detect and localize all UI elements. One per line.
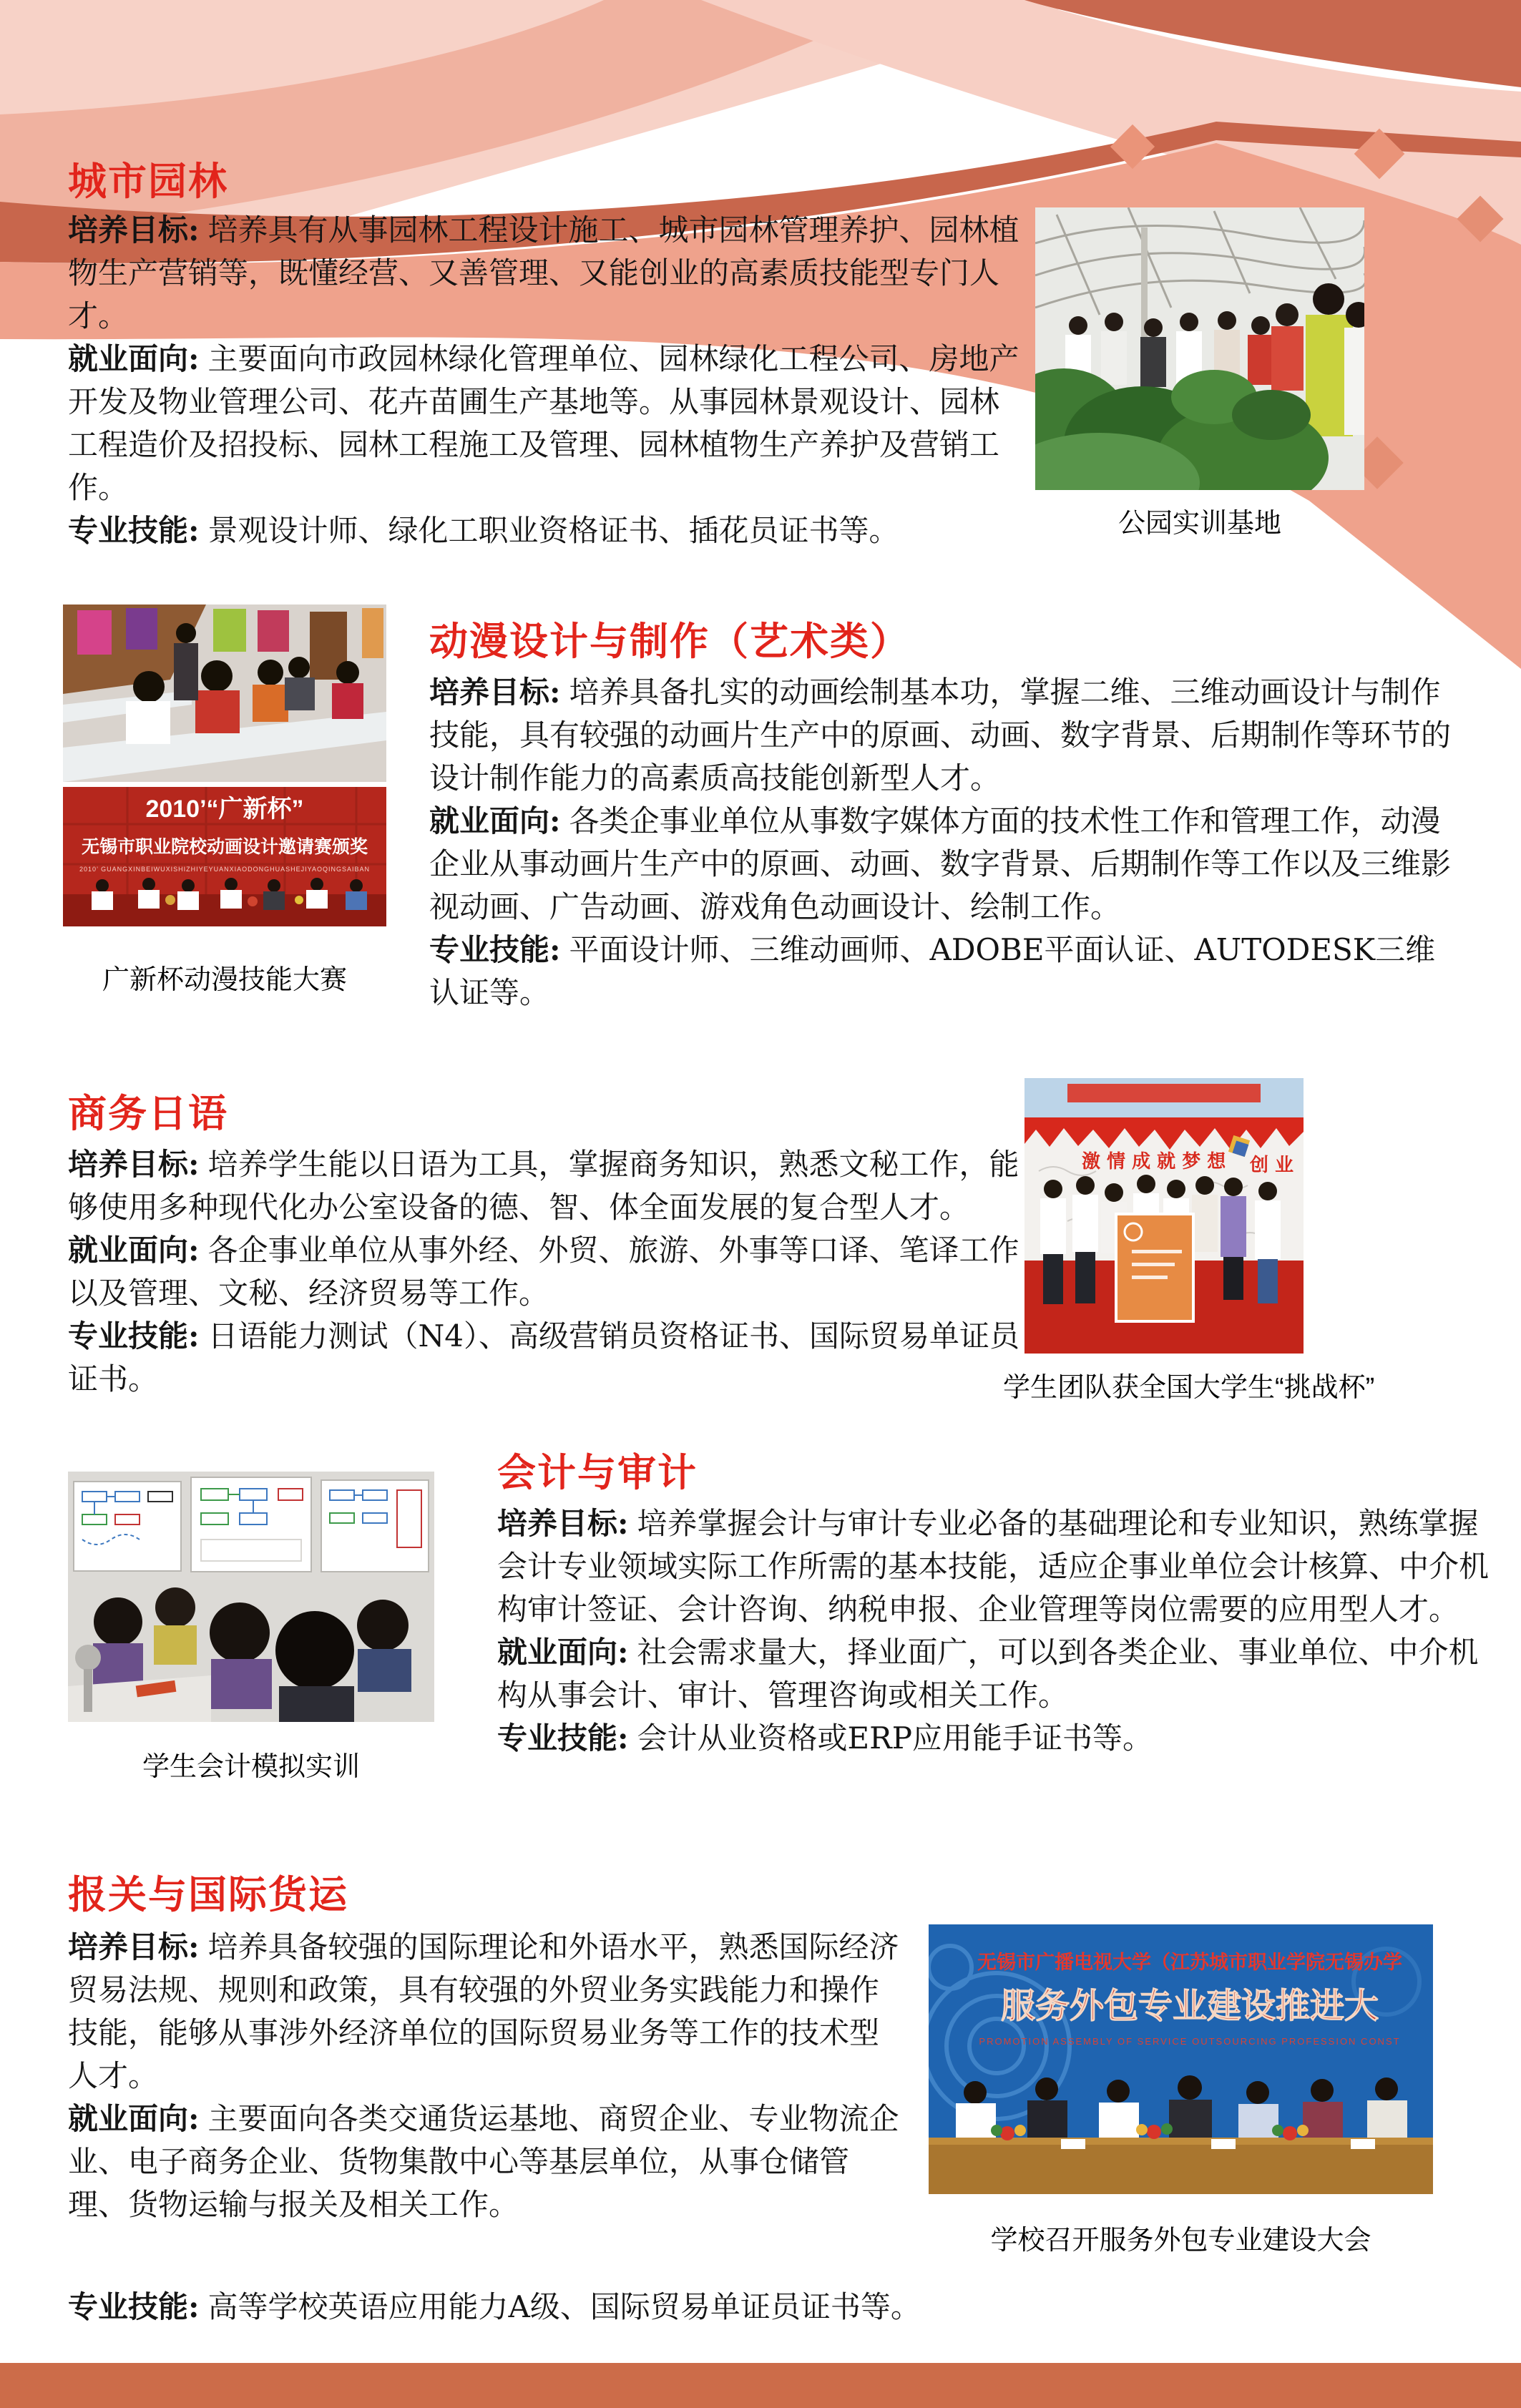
section-title-business-japanese: 商务日语	[68, 1092, 228, 1135]
section-title-customs-freight: 报关与国际货运	[68, 1874, 348, 1917]
banner-subtitle-text: 无锡市职业院校动画设计邀请赛颁奖	[81, 837, 368, 857]
paragraph-text: 日语能力测试（N4）、高级营销员资格证书、国际贸易单证员证书。	[68, 1318, 1019, 1396]
name-card	[1211, 2139, 1236, 2149]
photo-caption-accounting: 学生会计模拟实训	[142, 1752, 360, 1782]
photo-outsourcing-conference	[929, 1924, 1433, 2194]
poster	[321, 1480, 429, 1572]
paragraph-skills	[68, 509, 1025, 552]
photo-contest-award-banner	[63, 787, 386, 926]
metal-stand	[75, 1645, 101, 1670]
paragraph-employment	[68, 338, 1025, 509]
paragraph-skills	[68, 2286, 1141, 2329]
flower	[295, 896, 303, 904]
photo-greenhouse-training-base	[1035, 207, 1364, 490]
photo-animation-classroom	[63, 605, 386, 782]
paragraph-text: 主要面向市政园林绿化管理单位、园林绿化工程公司、房地产开发及物业管理公司、花卉苗圃生产基地等。从事园林景观设计、园林工程造价及招投标、园林工程施工及管理、园林植物生产养护及营销工作。	[68, 341, 1019, 505]
challenge-cup-photo-illustration	[1024, 1078, 1304, 1354]
paragraph-skills	[429, 929, 1463, 1014]
flower	[165, 895, 175, 905]
wall-slogan-left: 激 情 成 就 梦 想	[1082, 1151, 1226, 1173]
paragraph-employment	[429, 800, 1463, 929]
paragraph-label: 就业面向:	[68, 2101, 200, 2136]
section-body-urban-landscape	[68, 209, 1025, 552]
banner-pinyin-text: 2010’ GUANGXINBEIWUXISHIZHIYEYUANXIAODONGHUASHEJIYAOQINGSAIBAN	[79, 866, 371, 873]
member	[1040, 1180, 1066, 1304]
paragraph-label: 专业技能:	[68, 1318, 200, 1354]
paragraph-text: 社会需求量大，择业面广，可以到各类企业、事业单位、中介机构从事会计、审计、管理咨询或相关工作。	[497, 1635, 1479, 1713]
award-banner-illustration	[63, 787, 386, 926]
paragraph-training-goal	[497, 1502, 1499, 1631]
paragraph-training-goal	[68, 1926, 901, 2098]
student	[332, 661, 363, 719]
distant-banner	[1067, 1084, 1261, 1102]
section-body-business-japanese	[68, 1143, 1034, 1401]
person	[1101, 313, 1127, 385]
conference-banner-line3: PROMOTION ASSEMBLY OF SERVICE OUTSOURCING PROFESSION CONST	[979, 2036, 1401, 2047]
paragraph-text: 培养具有从事园林工程设计施工、城市园林管理养护、园林植物生产营销等，既懂经营、又善管理、又能创业的高素质技能型专门人才。	[68, 212, 1019, 333]
metal-stand-pole	[84, 1669, 92, 1712]
wall-slogan-right: 创 业	[1250, 1155, 1294, 1176]
photo-caption-challenge-cup: 学生团队获全国大学生“挑战杯”	[1003, 1373, 1375, 1403]
paragraph-text: 培养具备较强的国际理论和外语水平，熟悉国际经济贸易法规、规则和政策，具有较强的外贸业务实践能力和操作技能，能够从事涉外经济单位的国际贸易业务等工作的技术型人才。	[68, 1929, 899, 2093]
member	[1192, 1176, 1218, 1252]
footer-color-bar	[0, 2363, 1521, 2408]
teacher-standing	[174, 623, 198, 700]
paragraph-text: 主要面向各类交通货运基地、商贸企业、专业物流企业、电子商务企业、货物集散中心等基层单位，从事仓储管理、货物运输与报关及相关工作。	[68, 2101, 899, 2222]
paragraph-employment	[497, 1631, 1499, 1717]
conference-photo-illustration	[929, 1924, 1433, 2194]
paragraph-text: 景观设计师、绿化工职业资格证书、插花员证书等。	[207, 513, 899, 548]
greenhouse-photo-illustration	[1035, 207, 1364, 490]
paragraph-text: 培养具备扎实的动画绘制基本功，掌握二维、三维动画设计与制作技能，具有较强的动画片生产中的原画、动画、数字背景、后期制作等环节的设计制作能力的高素质高技能创新型人才。	[429, 675, 1452, 796]
paragraph-text: 高等学校英语应用能力A级、国际贸易单证员证书等。	[207, 2289, 921, 2324]
section-title-animation-design: 动漫设计与制作（艺术类）	[429, 620, 910, 663]
paragraph-text: 培养掌握会计与审计专业必备的基础理论和专业知识，熟练掌握会计专业领域实际工作所需的基本技能，适应企事业单位会计核算、中介机构审计签证、会计咨询、纳税申报、企业管理等岗位需要的应用型人才。	[497, 1506, 1490, 1627]
paragraph-text: 各企事业单位从事外经、外贸、旅游、外事等口译、笔译工作以及管理、文秘、经济贸易等工作。	[68, 1233, 1019, 1311]
paragraph-label: 培养目标:	[68, 1147, 200, 1182]
section-body-animation-design	[429, 671, 1463, 1014]
paragraph-label: 专业技能:	[68, 513, 200, 548]
paragraph-training-goal	[68, 1143, 1034, 1229]
section-body-accounting-audit	[497, 1502, 1499, 1760]
animation-classroom-illustration	[63, 605, 386, 782]
paragraph-label: 培养目标:	[497, 1506, 629, 1541]
paragraph-employment	[68, 2098, 901, 2226]
paragraph-label: 就业面向:	[68, 1233, 200, 1268]
photo-challenge-cup-team	[1024, 1078, 1304, 1354]
paragraph-text: 各类企事业单位从事数字媒体方面的技术性工作和管理工作，动漫企业从事动画片生产中的原画、动画、数字背景、后期制作等工作以及三维影视动画、广告动画、游戏角色动画设计、绘制工作。	[429, 803, 1452, 924]
banner-title-text: 2010’“广新杯”	[145, 796, 304, 823]
section-skills-customs-freight	[68, 2286, 1141, 2329]
paragraph-label: 专业技能:	[497, 1721, 629, 1756]
conference-banner-line1: 无锡市广播电视大学（江苏城市职业学院无锡办学	[977, 1952, 1402, 1973]
paragraph-label: 培养目标:	[429, 675, 561, 710]
paragraph-label: 培养目标:	[68, 1929, 200, 1964]
conference-banner-line2: 服务外包专业建设推进大	[1000, 1987, 1379, 2025]
photo-caption-conference: 学校召开服务外包专业建设大会	[990, 2226, 1371, 2256]
paragraph-label: 就业面向:	[68, 341, 200, 376]
paragraph-label: 专业技能:	[429, 932, 561, 967]
photo-caption-greenhouse: 公园实训基地	[1117, 509, 1281, 539]
paragraph-employment	[68, 1229, 1034, 1315]
paragraph-label: 专业技能:	[68, 2289, 200, 2324]
person	[1140, 318, 1166, 387]
paragraph-skills	[497, 1717, 1499, 1760]
flower	[248, 896, 258, 906]
photo-caption-animation-contest: 广新杯动漫技能大赛	[102, 965, 347, 995]
person	[1248, 316, 1273, 385]
member	[1072, 1176, 1098, 1303]
paragraph-training-goal	[68, 209, 1025, 338]
paragraph-text: 平面设计师、三维动画师、ADOBE平面认证、AUTODESK三维认证等。	[429, 932, 1436, 1010]
section-body-customs-freight	[68, 1926, 901, 2226]
poster	[74, 1482, 181, 1571]
poster	[191, 1477, 311, 1572]
photo-accounting-simulation	[68, 1472, 434, 1722]
flowchart-posters	[74, 1477, 429, 1572]
paragraph-text: 培养学生能以日语为工具，掌握商务知识，熟悉文秘工作，能够使用多种现代化办公室设备的德、智、体全面发展的复合型人才。	[68, 1147, 1019, 1225]
paragraph-training-goal	[429, 671, 1463, 800]
name-card	[1061, 2139, 1085, 2149]
section-title-urban-landscape: 城市园林	[68, 160, 228, 203]
name-card	[1351, 2139, 1375, 2149]
section-title-accounting-audit: 会计与审计	[497, 1452, 698, 1494]
award-signboard	[1116, 1214, 1193, 1321]
accounting-training-illustration	[68, 1472, 434, 1722]
paragraph-label: 就业面向:	[497, 1635, 629, 1670]
paragraph-skills	[68, 1315, 1034, 1401]
paragraph-label: 就业面向:	[429, 803, 561, 838]
paragraph-label: 培养目标:	[68, 212, 200, 248]
paragraph-text: 会计从业资格或ERP应用能手证书等。	[637, 1721, 1153, 1756]
